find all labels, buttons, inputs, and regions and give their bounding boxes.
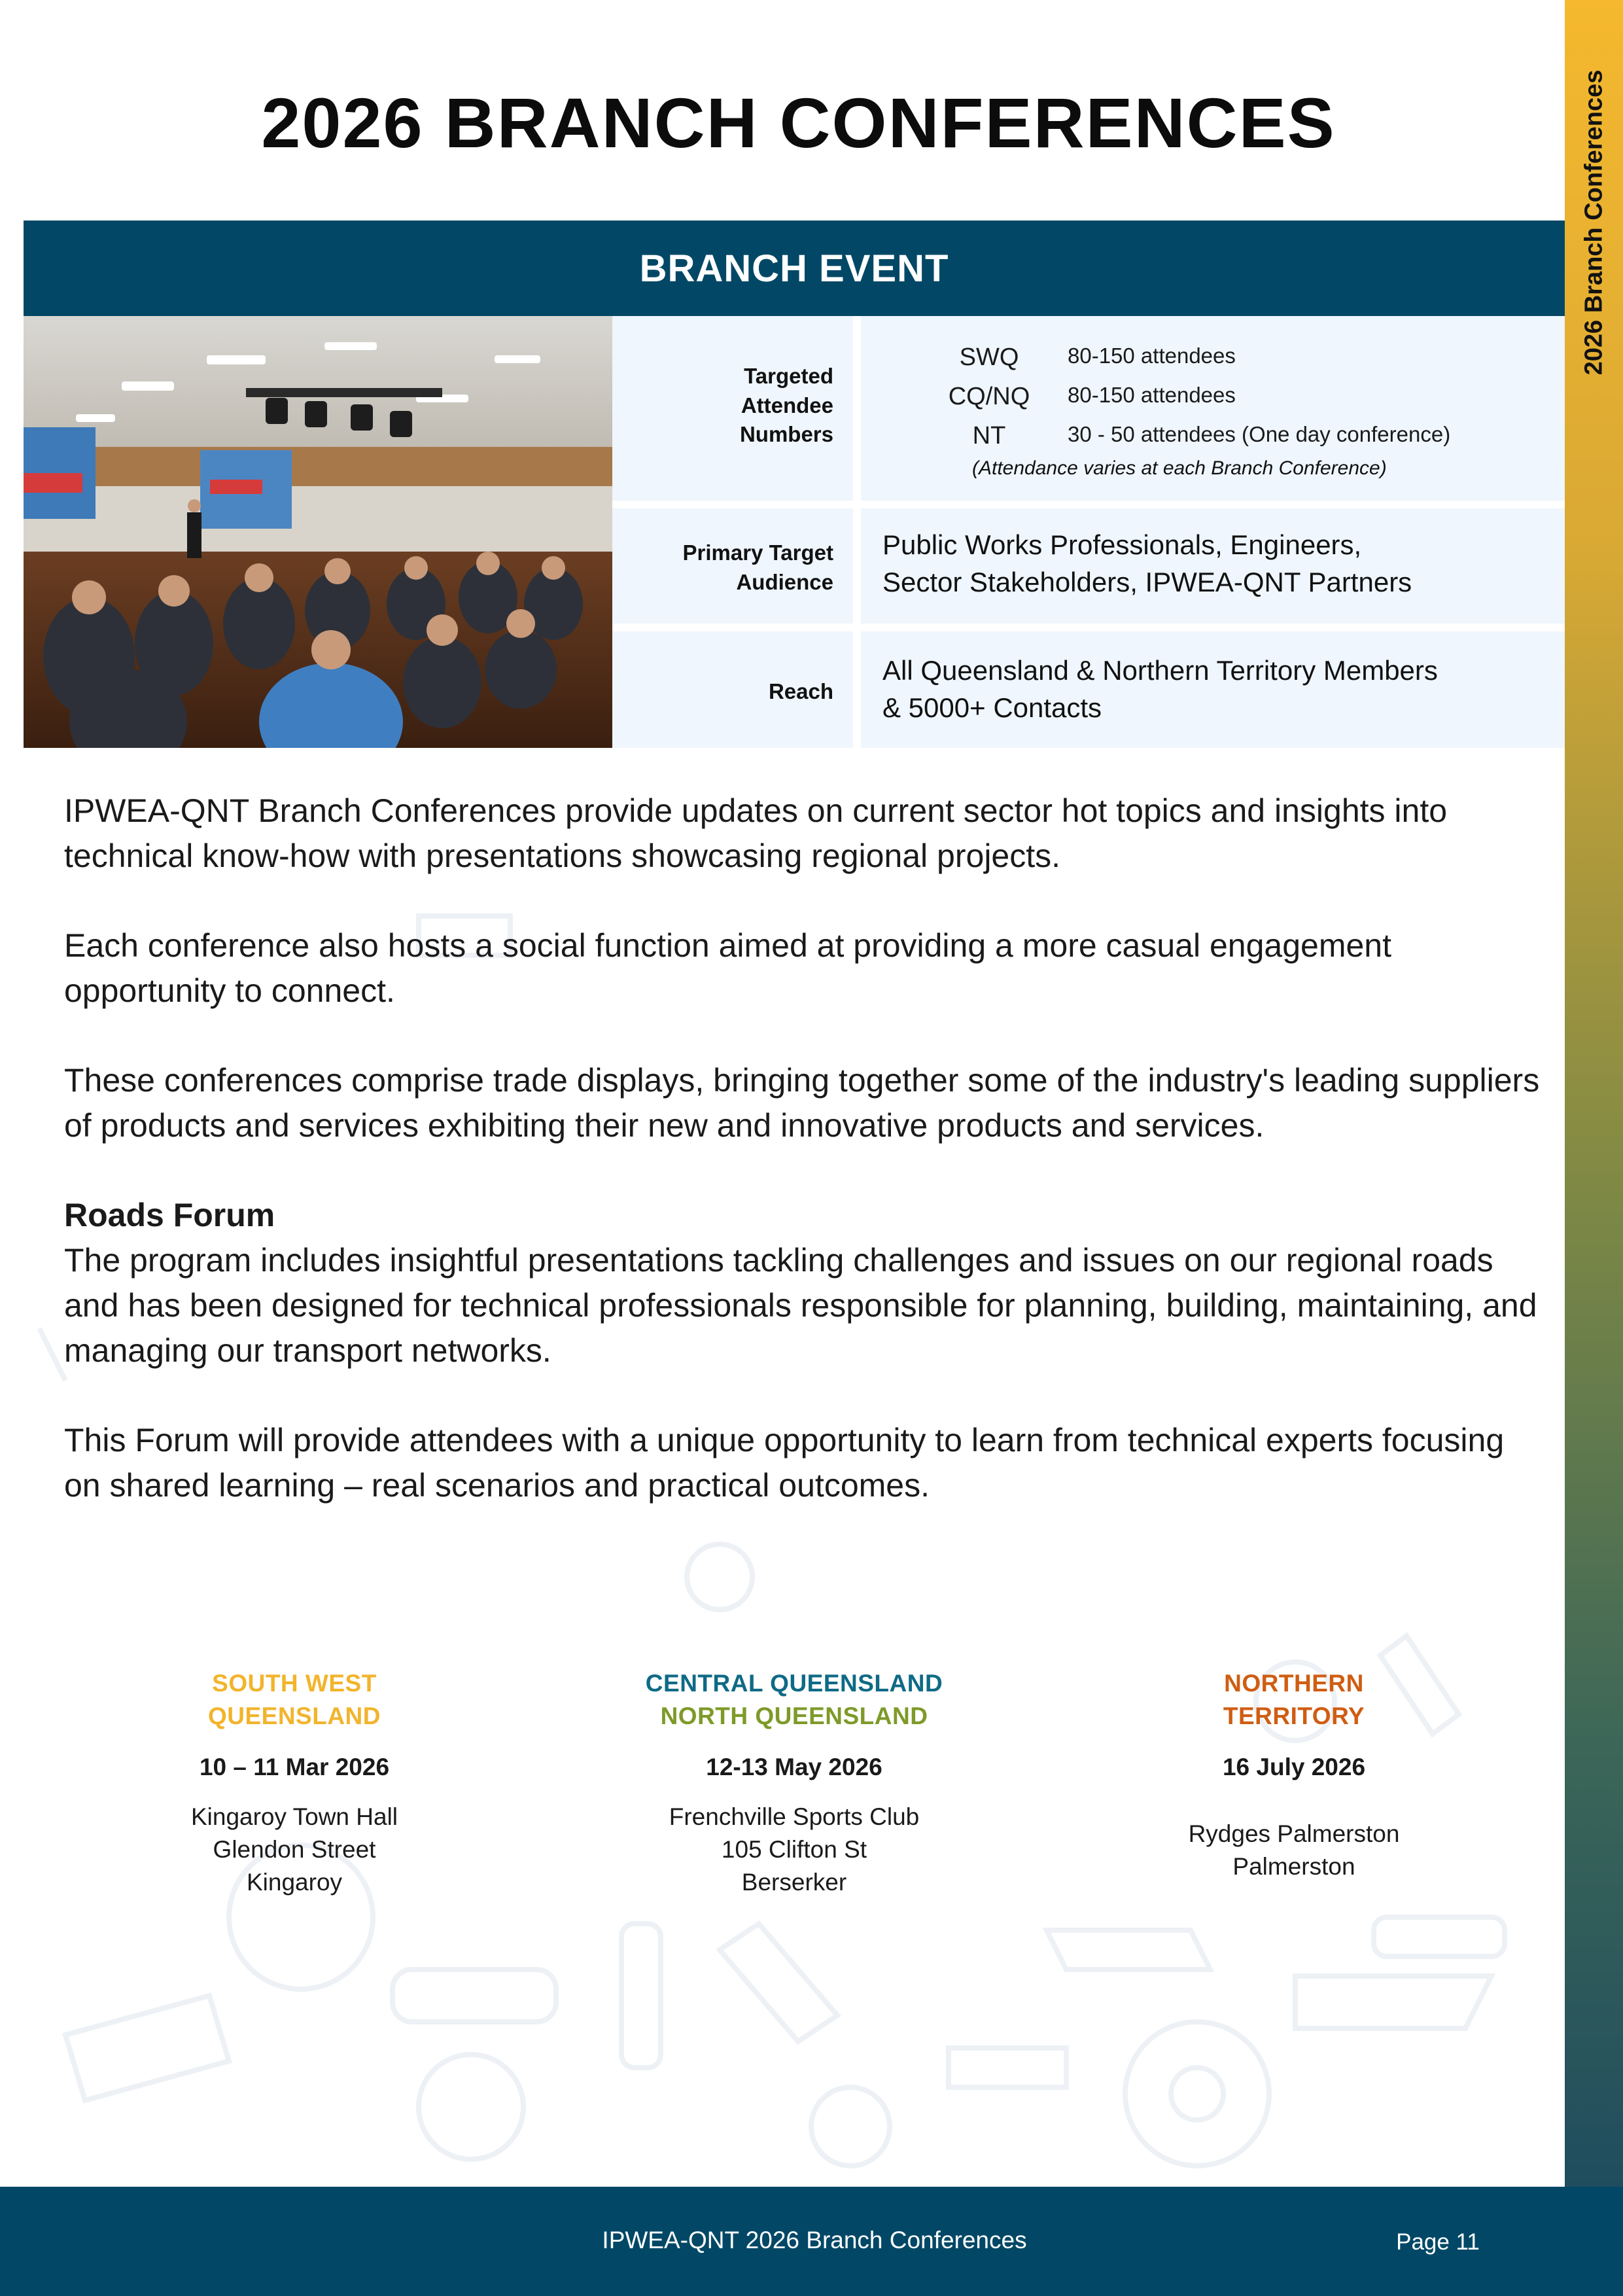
audience-value: Public Works Professionals, Engineers, Sector Stakeholders, IPWEA-QNT Partners: [882, 529, 1412, 597]
venue-region: SOUTH WEST QUEENSLAND: [207, 1670, 381, 1729]
venue-region: NORTHERN TERRITORY: [1223, 1670, 1365, 1729]
attendee-values-cell: [861, 316, 1565, 501]
paragraph: Each conference also hosts a social function aimed at providing a more casual engagement opportunity to connect.: [64, 927, 1391, 1009]
stat-count: 30 - 50 attendees (One day conference): [1068, 422, 1451, 446]
reach-label: Reach: [768, 679, 833, 703]
stat-region: SWQ: [959, 344, 1019, 371]
paragraph: IPWEA-QNT Branch Conferences provide updates on current sector hot topics and insights into technical know-how with presentations showcasing regional projects.: [64, 792, 1448, 874]
reach-value: All Queensland & Northern Territory Members & 5000+ Contacts: [882, 655, 1438, 723]
roads-forum-section: [64, 1193, 1549, 1373]
venue-location: Kingaroy Town Hall Glendon Street Kingaroy: [190, 1803, 398, 1896]
paragraph: The program includes insightful presentations tackling challenges and issues on our regional roads and has been designed for technical professionals responsible for planning, building, maintaining, and managing our transport networks.: [64, 1242, 1537, 1369]
venue-date: 10 – 11 Mar 2026: [199, 1754, 390, 1780]
branch-event-table: [612, 316, 1565, 748]
stat-region: CQ/NQ: [948, 383, 1030, 410]
roads-forum-heading: Roads Forum: [64, 1197, 275, 1233]
venue-date: 16 July 2026: [1222, 1754, 1366, 1780]
audience-label: Primary Target Audience: [682, 540, 833, 594]
venue-cq-nq: [591, 1667, 997, 1899]
venue-date: 12-13 May 2026: [706, 1754, 882, 1780]
branch-event-header: BRANCH EVENT: [24, 221, 1565, 316]
paragraph: These conferences comprise trade displays, bringing together some of the industry's leading suppliers of products and services exhibiting their new and innovative products and services.: [64, 1062, 1540, 1144]
stat-region: NT: [972, 422, 1006, 450]
page-number: Page 11: [1396, 2229, 1480, 2255]
attendee-label: Targeted Attendee Numbers: [739, 364, 833, 447]
page-title: 2026 BRANCH CONFERENCES: [261, 83, 1336, 162]
footer-title: IPWEA-QNT 2026 Branch Conferences: [602, 2227, 1027, 2253]
audience-value-cell: [861, 508, 1565, 624]
attendance-note: (Attendance varies at each Branch Conference): [972, 457, 1387, 479]
page-footer: [0, 2187, 1623, 2296]
side-section-label: 2026 Branch Conferences: [1580, 69, 1608, 376]
paragraph: This Forum will provide attendees with a unique opportunity to learn from technical experts focusing on shared learning – real scenarios and practical outcomes.: [64, 1422, 1505, 1504]
body-copy: [64, 788, 1549, 1553]
venue-nt: [1091, 1667, 1497, 1883]
audience-label-cell: [612, 508, 853, 624]
venue-region: CENTRAL QUEENSLAND NORTH QUEENSLAND: [645, 1670, 943, 1729]
venue-swq: [92, 1667, 497, 1899]
reach-label-cell: [612, 631, 853, 748]
conference-photo: [24, 316, 612, 748]
reach-value-cell: [861, 631, 1565, 748]
attendee-label-cell: [612, 316, 853, 501]
venue-location: Rydges Palmerston Palmerston: [1188, 1820, 1400, 1880]
stat-count: 80-150 attendees: [1068, 344, 1236, 368]
stat-count: 80-150 attendees: [1068, 383, 1236, 407]
venue-location: Frenchville Sports Club 105 Clifton St Berserker: [669, 1803, 920, 1896]
